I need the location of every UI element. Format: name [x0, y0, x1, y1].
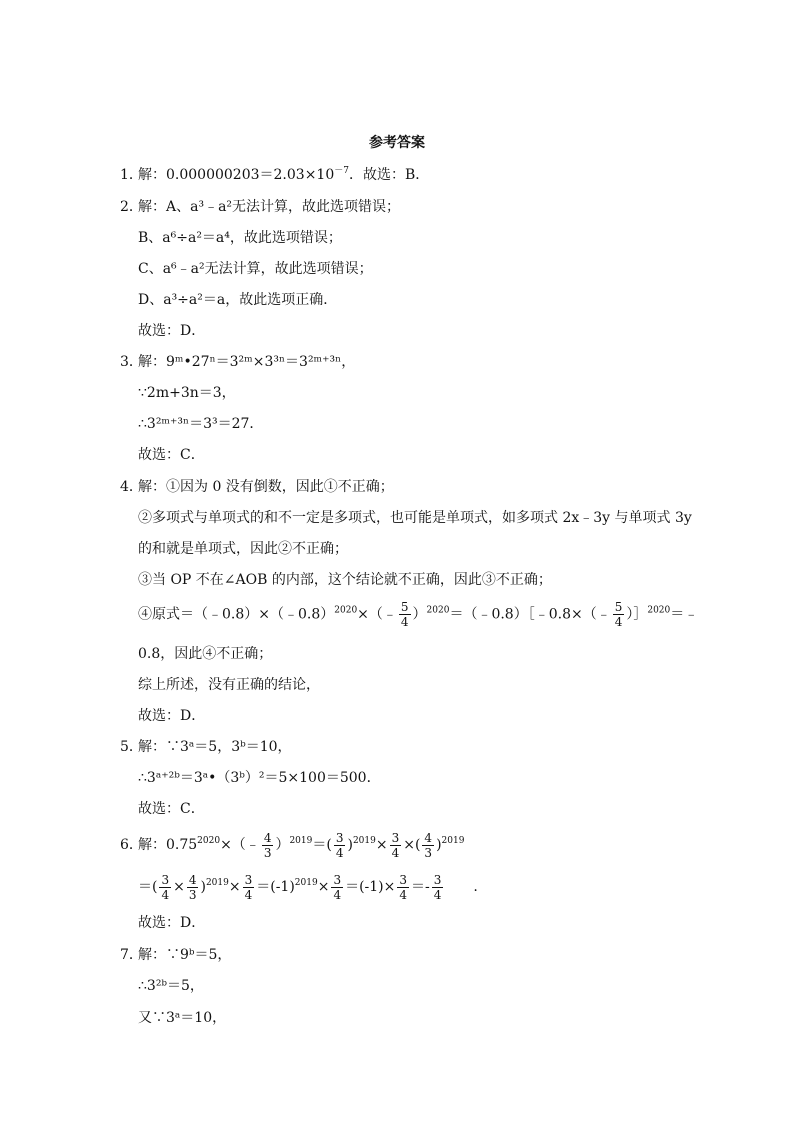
answer-3-line-2: ∵2m+3n＝3， — [138, 385, 236, 401]
question-number: 3． — [120, 354, 143, 370]
answer-5-choice: 故选：C． — [138, 801, 205, 817]
answer-4-line-4: ③当 OP 不在∠AOB 的内部，这个结论就不正确，因此③不正确； — [138, 572, 552, 588]
fraction: $\frac{3}{4}$ — [333, 872, 342, 902]
question-number: 6． — [120, 837, 143, 853]
fraction: $\frac{5}{4}$ — [614, 600, 623, 629]
answer-5: 5．解：∵3ᵃ＝5，3ᵇ＝10， — [120, 739, 292, 755]
answer-7: 7．解：∵9ᵇ＝5， — [120, 947, 232, 963]
answer-4-line-6: 0.8，因此④不正确； — [138, 646, 273, 662]
fraction: $\frac{3}{4}$ — [335, 830, 344, 860]
answer-2-option-d: D、a³÷a²＝a，故此选项正确． — [138, 292, 338, 308]
question-number: 5． — [120, 739, 143, 755]
answer-2-option-c: C、a⁶﹣a²无法计算，故此选项错误； — [138, 261, 373, 277]
answer-2: 2．解：A、a³﹣a²无法计算，故此选项错误； — [120, 199, 401, 215]
fraction: $\frac{4}{3}$ — [424, 830, 433, 860]
fraction: $\frac{3}{4}$ — [391, 830, 400, 860]
question-number: 7． — [120, 947, 143, 963]
answer-7-line-3: 又∵3ᵃ＝10， — [138, 1010, 227, 1026]
answer-3: 3．解：9ᵐ•27ⁿ＝3²ᵐ×3³ⁿ＝3²ᵐ⁺³ⁿ， — [120, 354, 356, 370]
fraction: $\frac{4}{3}$ — [188, 872, 197, 902]
answer-4-line-2: ②多项式与单项式的和不一定是多项式，也可能是单项式，如多项式 2x﹣3y 与单项式 3y — [138, 510, 692, 526]
answer-2-choice: 故选：D． — [138, 323, 206, 339]
answer-1: 1．解：$0.000000203=2.03\times 10^{-7}$．故选：B． — [120, 166, 430, 183]
answer-4-line-5: ④原式＝（﹣0.8）×（﹣0.8）$^{2020}$×（﹣ $\frac{5}{4}$ ）$^{2020}$＝（﹣0.8）［﹣0.8×（﹣ $\frac{5}{4}$ ）］$^{2020}$＝﹣ — [138, 600, 699, 629]
fraction: $\frac{5}{4}$ — [400, 600, 409, 629]
answer-4: 4．解：①因为 0 没有倒数，因此①不正确； — [120, 479, 394, 495]
question-number: 4． — [120, 479, 143, 495]
answer-3-choice: 故选：C． — [138, 447, 205, 463]
page-title: 参考答案 — [369, 135, 425, 151]
answer-5-line-2: ∴3ᵃ⁺²ᵇ＝3ᵃ•（3ᵇ）²＝5×100＝500． — [138, 770, 381, 786]
answer-4-line-7: 综上所述，没有正确的结论， — [138, 677, 320, 693]
answer-6-choice: 故选：D． — [138, 915, 206, 931]
answer-7-line-2: ∴3²ᵇ＝5， — [138, 978, 204, 994]
fraction: $\frac{3}{4}$ — [433, 872, 442, 902]
fraction: $\frac{3}{4}$ — [161, 872, 170, 902]
answer-4-line-3: 的和就是单项式，因此②不正确； — [138, 541, 348, 557]
answer-2-option-b: B、a⁶÷a²＝a⁴，故此选项错误； — [138, 230, 342, 246]
fraction: $\frac{3}{4}$ — [399, 872, 408, 902]
question-number: 1． — [120, 167, 143, 183]
fraction: $\frac{3}{4}$ — [244, 872, 253, 902]
answer-6-line-2: ＝( $\frac{3}{4}$ × $\frac{4}{3}$ )$^{2019}$× $\frac{3}{4}$ $=(-1)^{2019}\times$ $\frac{3}{4}$ ＝(-1)× $\frac{3}{4}$ ＝- $\frac{3}{4}$ . — [138, 872, 478, 902]
fraction: $\frac{4}{3}$ — [263, 830, 272, 860]
answer-6: 6．解：$0.75^{2020}\times(﹣$ $\frac{4}{3}$ ）$^{2019}$＝( $\frac{3}{4}$ )$^{2019}$× $\frac{3}{4}$ ×( $\frac{4}{3}$ )$^{2019}$ — [120, 830, 465, 860]
question-number: 2． — [120, 199, 143, 215]
answer-4-choice: 故选：D． — [138, 708, 206, 724]
answer-3-line-3: ∴3²ᵐ⁺³ⁿ＝3³＝27． — [138, 416, 264, 432]
